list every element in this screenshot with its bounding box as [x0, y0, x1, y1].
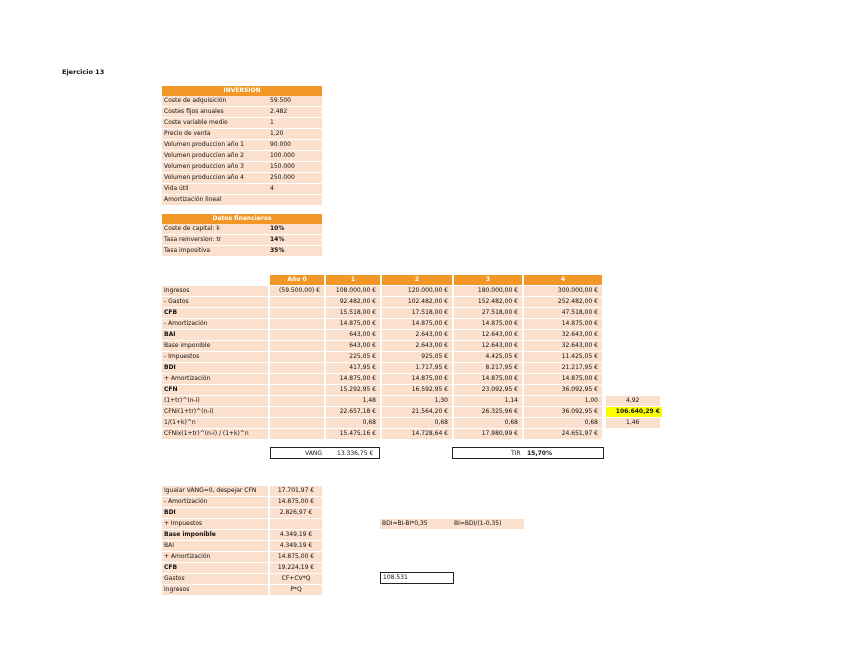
- solve-row: [162, 574, 322, 584]
- flow-row-label: 1/(1+k)^n: [162, 418, 268, 428]
- flow-cell: 47.518,00 €: [524, 308, 602, 318]
- flow-row-label: CFB: [162, 308, 268, 318]
- flow-row-label: + Amortización: [162, 374, 268, 384]
- flow-cell: 17.980,99 €: [454, 429, 522, 439]
- inversion-row: [162, 129, 322, 139]
- flow-row: [162, 385, 604, 395]
- flow-cell: 16.592,95 €: [382, 385, 452, 395]
- flow-cell: 1,00: [524, 396, 602, 406]
- inversion-row-label: Volumen produccion año 1: [162, 140, 268, 150]
- solve-row-label: Igualar VANG=0, despejar CFN: [162, 486, 268, 496]
- solve-row: [162, 585, 322, 595]
- inversion-row-value: 100.000: [268, 151, 322, 161]
- sheet-title: Ejercicio 13: [62, 68, 105, 76]
- solve-row-value: 14.875,00 €: [270, 552, 322, 562]
- flow-cell: 11.425,05 €: [524, 352, 602, 362]
- solve-row-value: CF+CV*Q: [270, 574, 322, 584]
- vang-label: VANG: [305, 450, 322, 457]
- inversion-row-label: Coste de adquisición: [162, 96, 268, 106]
- flow-cell: 14.875,00 €: [524, 374, 602, 384]
- year-header-1: 1: [326, 275, 380, 285]
- solve-row: [162, 486, 322, 496]
- flow-row-label: - Gastos: [162, 297, 268, 307]
- flow-row-label: BAI: [162, 330, 268, 340]
- financieros-row-label: Tasa impositiva: [162, 246, 268, 256]
- solve-row: [162, 530, 322, 540]
- flow-row: [162, 341, 604, 351]
- inversion-row-value: [268, 195, 322, 205]
- solve-row-label: BAI: [162, 541, 268, 551]
- solve-row-label: Base imponible: [162, 530, 268, 540]
- flow-row: [162, 286, 604, 296]
- solve-row-value: 19.224,19 €: [270, 563, 322, 573]
- inversion-row-label: Volumen produccion año 2: [162, 151, 268, 161]
- flow-row: [162, 407, 604, 417]
- financieros-row: [162, 246, 322, 256]
- flow-row: [162, 352, 604, 362]
- flow-row-label: (1+tr)^(n-i): [162, 396, 268, 406]
- inversion-row-value: 4: [268, 184, 322, 194]
- flow-row: [162, 396, 604, 406]
- flow-cell: 36.092,95 €: [524, 385, 602, 395]
- flow-row: [162, 297, 604, 307]
- inversion-row-value: 150.000: [268, 162, 322, 172]
- inversion-row-label: Vida útil: [162, 184, 268, 194]
- inversion-row-label: Coste variable medio: [162, 118, 268, 128]
- flow-cell: [270, 396, 324, 406]
- flow-cell: 925,05 €: [382, 352, 452, 362]
- flow-cell: 1.717,95 €: [382, 363, 452, 373]
- solve-row-value: 4.349,19 €: [270, 530, 322, 540]
- flow-cell: 15.475,16 €: [326, 429, 380, 439]
- flow-extra-value: 4,92: [606, 396, 660, 406]
- flow-cell: [270, 352, 324, 362]
- flow-cell: 17.518,00 €: [382, 308, 452, 318]
- solve-row-label: + Impuestos: [162, 519, 268, 529]
- flow-row: [162, 330, 604, 340]
- inversion-row-value: 1,20: [268, 129, 322, 139]
- year-header-3: 3: [454, 275, 522, 285]
- inversion-row: [162, 140, 322, 150]
- financieros-row: [162, 235, 322, 245]
- inversion-row: [162, 173, 322, 183]
- vang-value: 13.336,75 €: [337, 450, 374, 457]
- flow-row: [162, 319, 604, 329]
- flow-cell: [270, 297, 324, 307]
- formula-bi: BI=BDI/(1-0,35): [452, 519, 524, 529]
- flow-cell: 0,68: [524, 418, 602, 428]
- flow-cell: 2.643,00 €: [382, 330, 452, 340]
- solve-row-value: [270, 519, 322, 529]
- flow-cell: 21.564,20 €: [382, 407, 452, 417]
- solve-row-label: Gastos: [162, 574, 268, 584]
- flow-cell: 4.425,05 €: [454, 352, 522, 362]
- flow-cell: 23.092,95 €: [454, 385, 522, 395]
- flow-cell: 12.643,00 €: [454, 330, 522, 340]
- flow-cell: 24.651,97 €: [524, 429, 602, 439]
- flow-cell: 32.643,00 €: [524, 341, 602, 351]
- result-box: [380, 572, 454, 584]
- flow-cell: 0,68: [326, 418, 380, 428]
- solve-row-value: 4.349,19 €: [270, 541, 322, 551]
- solve-row-value: 2.826,97 €: [270, 508, 322, 518]
- flow-cell: 0,68: [454, 418, 522, 428]
- flow-cell: 27.518,00 €: [454, 308, 522, 318]
- inversion-row: [162, 184, 322, 194]
- flow-cell: 15.292,95 €: [326, 385, 380, 395]
- flow-row-label: - Amortización: [162, 319, 268, 329]
- solve-row-label: + Amortización: [162, 552, 268, 562]
- solve-row: [162, 519, 322, 529]
- inversion-row: [162, 151, 322, 161]
- solve-row-label: BDI: [162, 508, 268, 518]
- financieros-row-value: 14%: [268, 235, 322, 245]
- solve-row: [162, 563, 322, 573]
- inversion-row: [162, 118, 322, 128]
- inversion-row-label: Volumen produccion año 3: [162, 162, 268, 172]
- solve-row-label: CFB: [162, 563, 268, 573]
- flow-cell: 300.000,00 €: [524, 286, 602, 296]
- flow-cell: [270, 363, 324, 373]
- flow-cell: [270, 418, 324, 428]
- inversion-row-label: Amortización lineal: [162, 195, 268, 205]
- flow-cell: 1,30: [382, 396, 452, 406]
- flow-cell: 643,00 €: [326, 330, 380, 340]
- flow-cell: 14.875,00 €: [326, 374, 380, 384]
- flow-cell: 14.728,64 €: [382, 429, 452, 439]
- flow-cell: 0,68: [382, 418, 452, 428]
- solve-row: [162, 541, 322, 551]
- flow-cell: [270, 407, 324, 417]
- solve-row-value: P*Q: [270, 585, 322, 595]
- flow-row: [162, 374, 604, 384]
- solve-row-label: - Amortización: [162, 497, 268, 507]
- tir-value: 15,70%: [527, 450, 552, 457]
- flow-row: [162, 308, 604, 318]
- year-header-2: 2: [382, 275, 452, 285]
- flow-cell: 1,14: [454, 396, 522, 406]
- flow-cell: [270, 319, 324, 329]
- inversion-row: [162, 195, 322, 205]
- flow-cell: 12.643,00 €: [454, 341, 522, 351]
- flow-cell: [270, 308, 324, 318]
- inversion-row: [162, 107, 322, 117]
- flow-cell: [270, 330, 324, 340]
- flow-cell: 15.518,00 €: [326, 308, 380, 318]
- flow-row-label: BDI: [162, 363, 268, 373]
- flow-cell: 92.482,00 €: [326, 297, 380, 307]
- flow-row: [162, 363, 604, 373]
- year-header-0: Año 0: [270, 275, 324, 285]
- flow-extra-value: 1,46: [606, 418, 660, 428]
- financieros-row: [162, 224, 322, 234]
- result-value: 108.531: [383, 574, 408, 581]
- flow-cell: 120.000,00 €: [382, 286, 452, 296]
- solve-row-label: Ingresos: [162, 585, 268, 595]
- financieros-row-value: 35%: [268, 246, 322, 256]
- inversion-row-label: Volumen produccion año 4: [162, 173, 268, 183]
- flow-cell: 14.875,00 €: [454, 319, 522, 329]
- solve-row: [162, 552, 322, 562]
- inversion-row-value: 250.000: [268, 173, 322, 183]
- flow-cell: (59.500,00) €: [270, 286, 324, 296]
- flow-cell: 14.875,00 €: [326, 319, 380, 329]
- flow-row-label: Base imponible: [162, 341, 268, 351]
- solve-row: [162, 508, 322, 518]
- tir-label: TIR: [511, 450, 521, 457]
- inversion-row-value: 2.482: [268, 107, 322, 117]
- flow-cell: 8.217,95 €: [454, 363, 522, 373]
- financieros-row-value: 10%: [268, 224, 322, 234]
- flow-cell: 22.657,18 €: [326, 407, 380, 417]
- flow-cell: 1,48: [326, 396, 380, 406]
- flow-cell: 14.875,00 €: [382, 319, 452, 329]
- flow-cell: 643,00 €: [326, 341, 380, 351]
- inversion-row: [162, 96, 322, 106]
- flow-cell: 14.875,00 €: [382, 374, 452, 384]
- inversion-row: [162, 162, 322, 172]
- flow-cell: 26.325,96 €: [454, 407, 522, 417]
- flow-cell: [270, 429, 324, 439]
- flow-cell: 2.643,00 €: [382, 341, 452, 351]
- flow-row-label: CFNix(1+tr)^(n-i) / (1+k)^n: [162, 429, 268, 439]
- flow-cell: 102.482,00 €: [382, 297, 452, 307]
- flow-row-label: Ingresos: [162, 286, 268, 296]
- flow-cell: 21.217,95 €: [524, 363, 602, 373]
- flow-cell: 417,95 €: [326, 363, 380, 373]
- inversion-row-value: 90.000: [268, 140, 322, 150]
- flow-cell: [270, 385, 324, 395]
- inversion-header: INVERSION: [162, 86, 322, 96]
- year-header-4: 4: [524, 275, 602, 285]
- inversion-row-label: Precio de venta: [162, 129, 268, 139]
- flow-cell: 152.482,00 €: [454, 297, 522, 307]
- flow-cell: 36.092,95 €: [524, 407, 602, 417]
- flow-row: [162, 429, 604, 439]
- flow-cell: 14.875,00 €: [524, 319, 602, 329]
- flow-row: [162, 418, 604, 428]
- flow-row-label: CFN: [162, 385, 268, 395]
- flow-cell: 14.875,00 €: [454, 374, 522, 384]
- solve-row-value: 17.701,97 €: [270, 486, 322, 496]
- inversion-row-label: Costes fijos anuales: [162, 107, 268, 117]
- flow-cell: [270, 374, 324, 384]
- vang-box: [270, 447, 380, 459]
- flow-cell: 32.643,00 €: [524, 330, 602, 340]
- solve-row-value: 14.875,00 €: [270, 497, 322, 507]
- formula-bdi: BDI=BI-BI*0,35: [380, 519, 452, 529]
- inversion-row-value: 1: [268, 118, 322, 128]
- financieros-row-label: Tasa reinversion: tr: [162, 235, 268, 245]
- terminal-value-highlight: 106.640,29 €: [606, 407, 662, 417]
- flow-cell: 225,05 €: [326, 352, 380, 362]
- flow-row-label: CFNi(1+tr)^(n-i): [162, 407, 268, 417]
- financieros-header: Datos financieros: [162, 214, 322, 224]
- flow-cell: 252.482,00 €: [524, 297, 602, 307]
- flow-row-label: - Impuestos: [162, 352, 268, 362]
- financieros-row-label: Coste de capital: k: [162, 224, 268, 234]
- flow-cell: 180.000,00 €: [454, 286, 522, 296]
- tir-box: [452, 447, 604, 459]
- flow-cell: 108.000,00 €: [326, 286, 380, 296]
- inversion-row-value: 59.500: [268, 96, 322, 106]
- flow-cell: [270, 341, 324, 351]
- solve-row: [162, 497, 322, 507]
